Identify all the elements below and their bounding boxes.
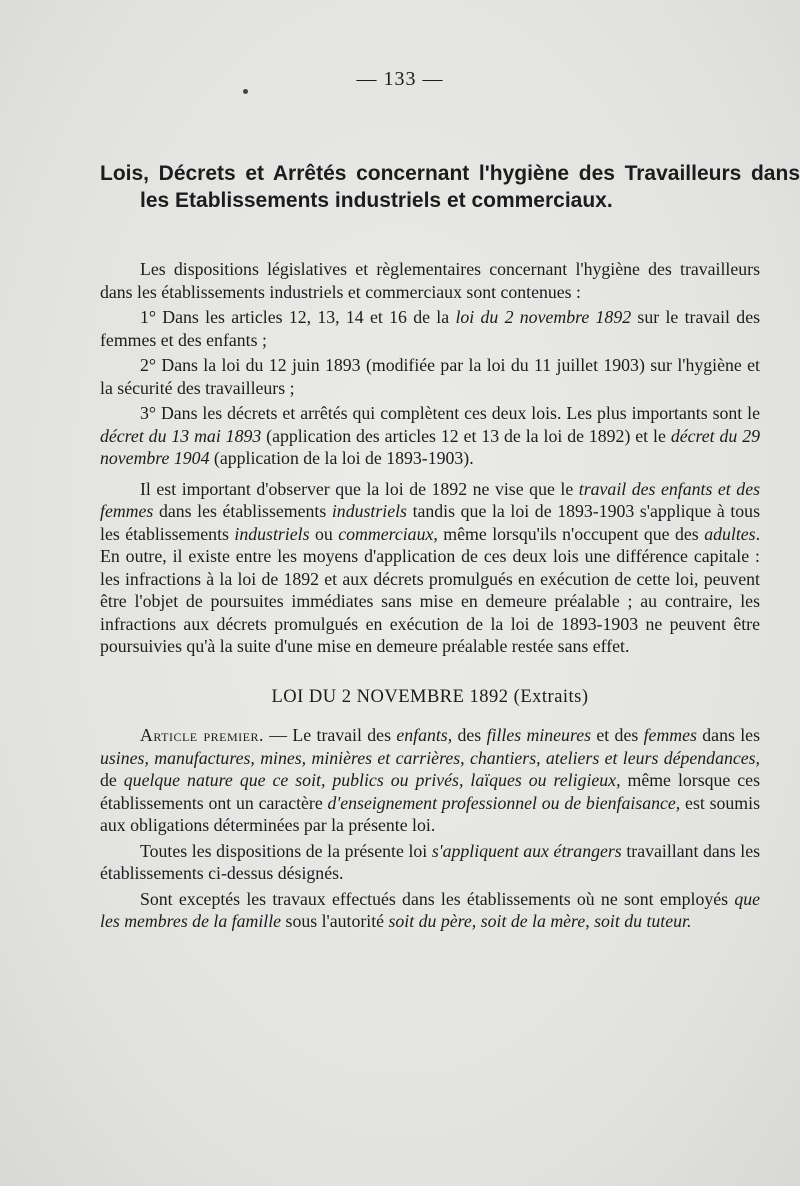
article-label: Article premier.	[140, 725, 264, 745]
list-item-1: 1° Dans les articles 12, 13, 14 et 16 de la loi du 2 novembre 1892 sur le travail des femmes et des enfants ;	[100, 307, 761, 350]
section-heading: LOI DU 2 NOVEMBRE 1892 (Extraits)	[271, 686, 589, 707]
article-paragraph: Article premier. — Le travail des enfants, des filles mineures et des femmes dans les usines, manufactures, mines, minières et carrières, chantiers, ateliers et leurs dépendances, de quelque nature que ce soit, publics ou privés, laïques ou religieux, même lorsque ces établissements ont un caractère d'enseignement professionnel ou de bienfaisance, est soumis aux obligations déterminées par la présente loi.	[100, 725, 760, 835]
foreigners-paragraph: Toutes les dispositions de la présente loi s'appliquent aux étrangers travaillant dans les établissements ci-dessus désignés.	[100, 840, 761, 883]
body-text	[100, 258, 760, 936]
page-title: Lois, Décrets et Arrêtés concernant l'hygiène des Travailleurs dans les Etablissements industriels et commerciaux.	[100, 162, 800, 212]
ink-spot	[243, 89, 248, 94]
exceptions-paragraph: Sont exceptés les travaux effectués dans les établissements où ne sont employés que les membres de la famille sous l'autorité soit du père, soit de la mère, soit du tuteur.	[100, 888, 760, 931]
page-number: — 133 —	[356, 68, 444, 90]
list-item-3: 3° Dans les décrets et arrêtés qui complètent ces deux lois. Les plus importants sont le décret du 13 mai 1893 (application des articles 12 et 13 de la loi de 1892) et le décret du 29 novembre 1904 (application de la loi de 1893-1903).	[100, 403, 760, 468]
observation-paragraph: Il est important d'observer que la loi de 1892 ne vise que le travail des enfants et des femmes dans les établissements industriels tandis que la loi de 1893-1903 s'applique à tous les établissements industriels ou commerciaux, même lorsqu'ils n'occupent que des adultes. En outre, il existe entre les moyens d'application de ces deux lois une différence capitale : les infractions à la loi de 1892 et aux décrets promulgués en exécution de cette loi, peuvent être l'objet de poursuites immédiates sans mise en demeure préalable ; au contraire, les infractions aux décrets promulgués en exécution de la loi de 1893-1903 ne peuvent être poursuivies qu'à la suite d'une mise en demeure préalable restée sans effet.	[100, 478, 761, 656]
intro-paragraph: Les dispositions législatives et règlementaires concernant l'hygiène des travailleurs dans les établissements industriels et commerciaux sont contenues :	[100, 259, 760, 302]
list-item-2: 2° Dans la loi du 12 juin 1893 (modifiée par la loi du 11 juillet 1903) sur l'hygiène et la sécurité des travailleurs ;	[100, 355, 760, 398]
